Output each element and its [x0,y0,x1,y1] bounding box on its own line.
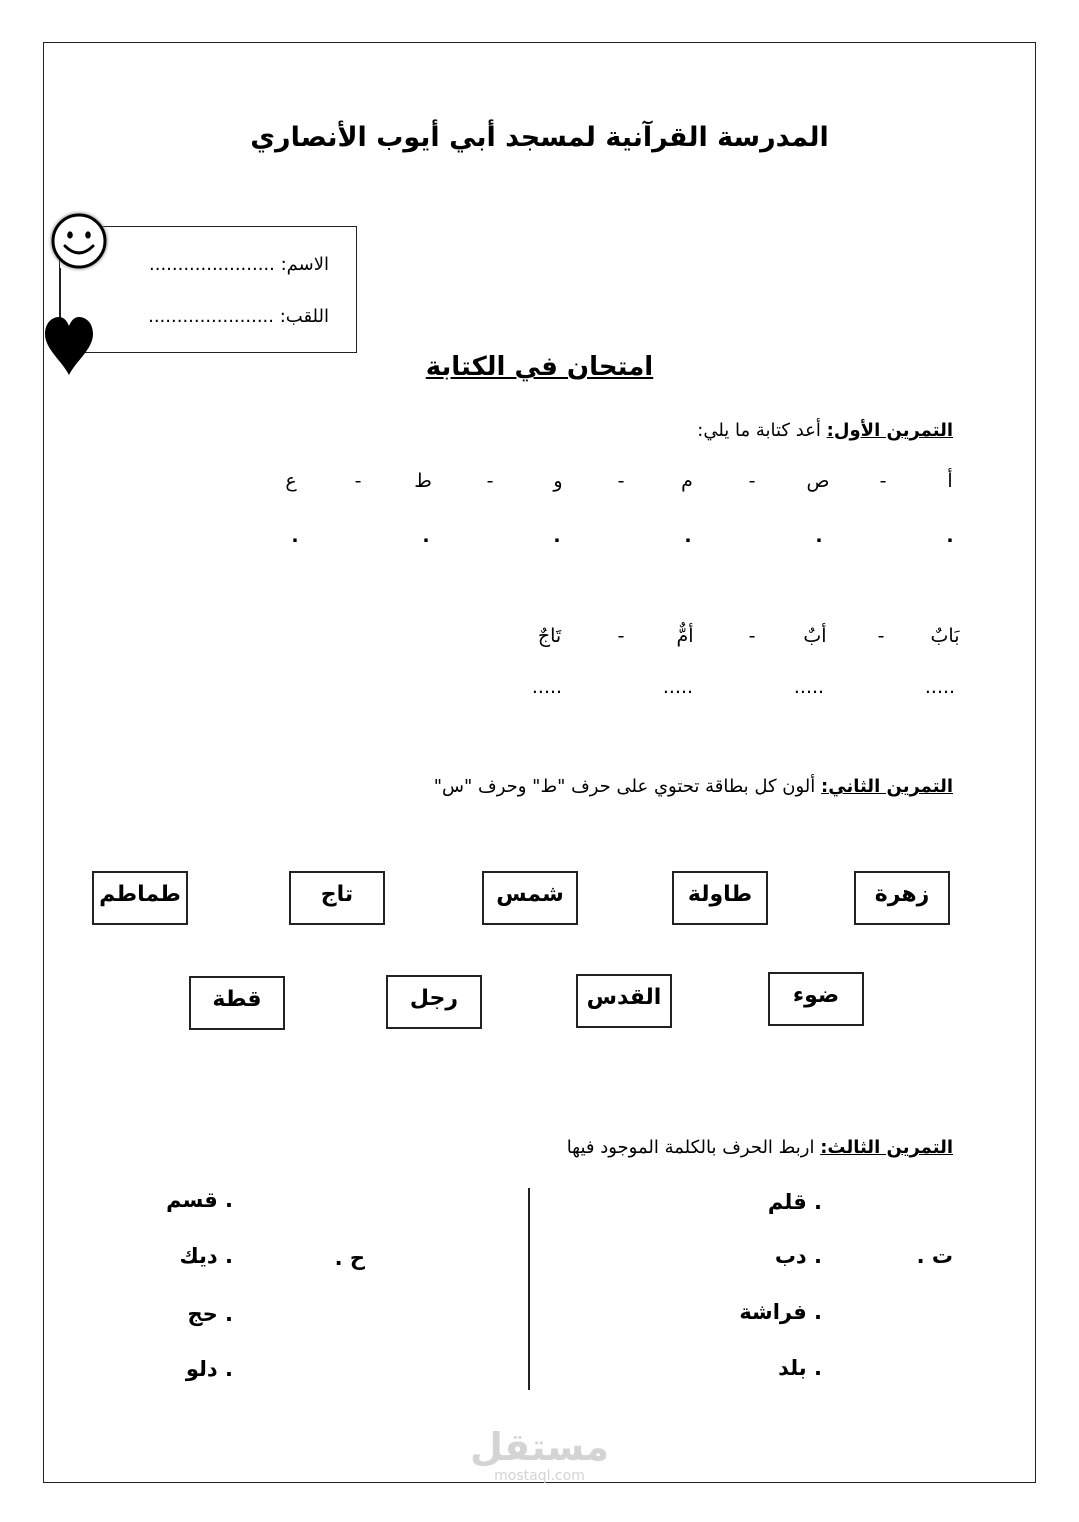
answer-dot: . [422,525,430,547]
word-card[interactable]: تاج [289,871,385,925]
word-card[interactable]: رجل [386,975,482,1029]
exercise2-heading [434,776,953,797]
name-field-label: الاسم: ...................... [149,254,329,275]
answer-dots: ..... [531,676,563,698]
letter-cell: ص [806,470,830,492]
word-cell: تَاجٌ [537,625,562,647]
dash-cell: - [486,470,494,492]
answer-dot: . [684,525,692,547]
word-card[interactable]: شمس [482,871,578,925]
answer-dot: . [291,525,299,547]
dash-cell: - [748,625,756,647]
match-word[interactable]: . حج [187,1302,233,1326]
match-word[interactable]: . بلد [778,1356,822,1380]
letter-cell: م [681,470,693,492]
dash-cell: - [617,625,625,647]
smiley-icon [48,210,110,272]
dash-cell: - [748,470,756,492]
word-card[interactable]: ضوء [768,972,864,1026]
answer-dot: . [553,525,561,547]
word-card[interactable]: قطة [189,976,285,1030]
exercise1-instruction: أعد كتابة ما يلي: [697,420,821,441]
exercise3-heading [567,1137,953,1158]
exercise1-label: التمرين الأول: [826,420,953,441]
answer-dot: . [815,525,823,547]
word-card[interactable]: القدس [576,974,672,1028]
match-letter[interactable]: ت . [916,1244,953,1268]
match-word[interactable]: . دب [774,1244,822,1268]
answer-dots: ..... [793,676,825,698]
dash-cell: - [879,470,887,492]
surname-field-label: اللقب: ...................... [148,306,329,327]
column-divider [528,1188,530,1390]
answer-dots: ..... [662,676,694,698]
dash-cell: - [877,625,885,647]
watermark-domain: mostaql.com [494,1468,585,1484]
school-name: المدرسة القرآنية لمسجد أبي أيوب الأنصاري [250,122,829,153]
match-word[interactable]: . قلم [767,1190,822,1214]
word-card[interactable]: طاولة [672,871,768,925]
word-cell: أبٌ [803,625,827,647]
dash-cell: - [617,470,625,492]
box-connector-line [59,268,61,322]
word-card[interactable]: طماطم [92,871,188,925]
exam-title: امتحان في الكتابة [425,352,654,382]
word-cell: أمٌّ [676,625,694,647]
match-word[interactable]: . دلو [185,1357,233,1381]
match-word[interactable]: . ديك [179,1244,233,1268]
match-word[interactable]: . فراشة [739,1300,822,1324]
answer-dot: . [946,525,954,547]
letter-cell: و [553,470,563,492]
letter-cell: ع [285,470,297,492]
word-cell: بَابٌ [930,625,960,647]
match-word[interactable]: . قسم [166,1188,233,1212]
exercise3-instruction: اربط الحرف بالكلمة الموجود فيها [566,1137,815,1158]
watermark-logo: مستقل [470,1425,609,1469]
match-letter[interactable]: ح . [334,1246,365,1270]
exercise3-label: التمرين الثالث: [820,1137,953,1158]
letter-cell: ط [414,470,432,492]
exercise1-heading [697,420,953,441]
exercise2-label: التمرين الثاني: [821,776,953,797]
dash-cell: - [354,470,362,492]
word-card[interactable]: زهرة [854,871,950,925]
answer-dots: ..... [924,676,956,698]
letter-cell: أ [947,470,953,492]
exercise2-instruction: ألون كل بطاقة تحتوي على حرف "ط" وحرف "س" [433,776,816,797]
